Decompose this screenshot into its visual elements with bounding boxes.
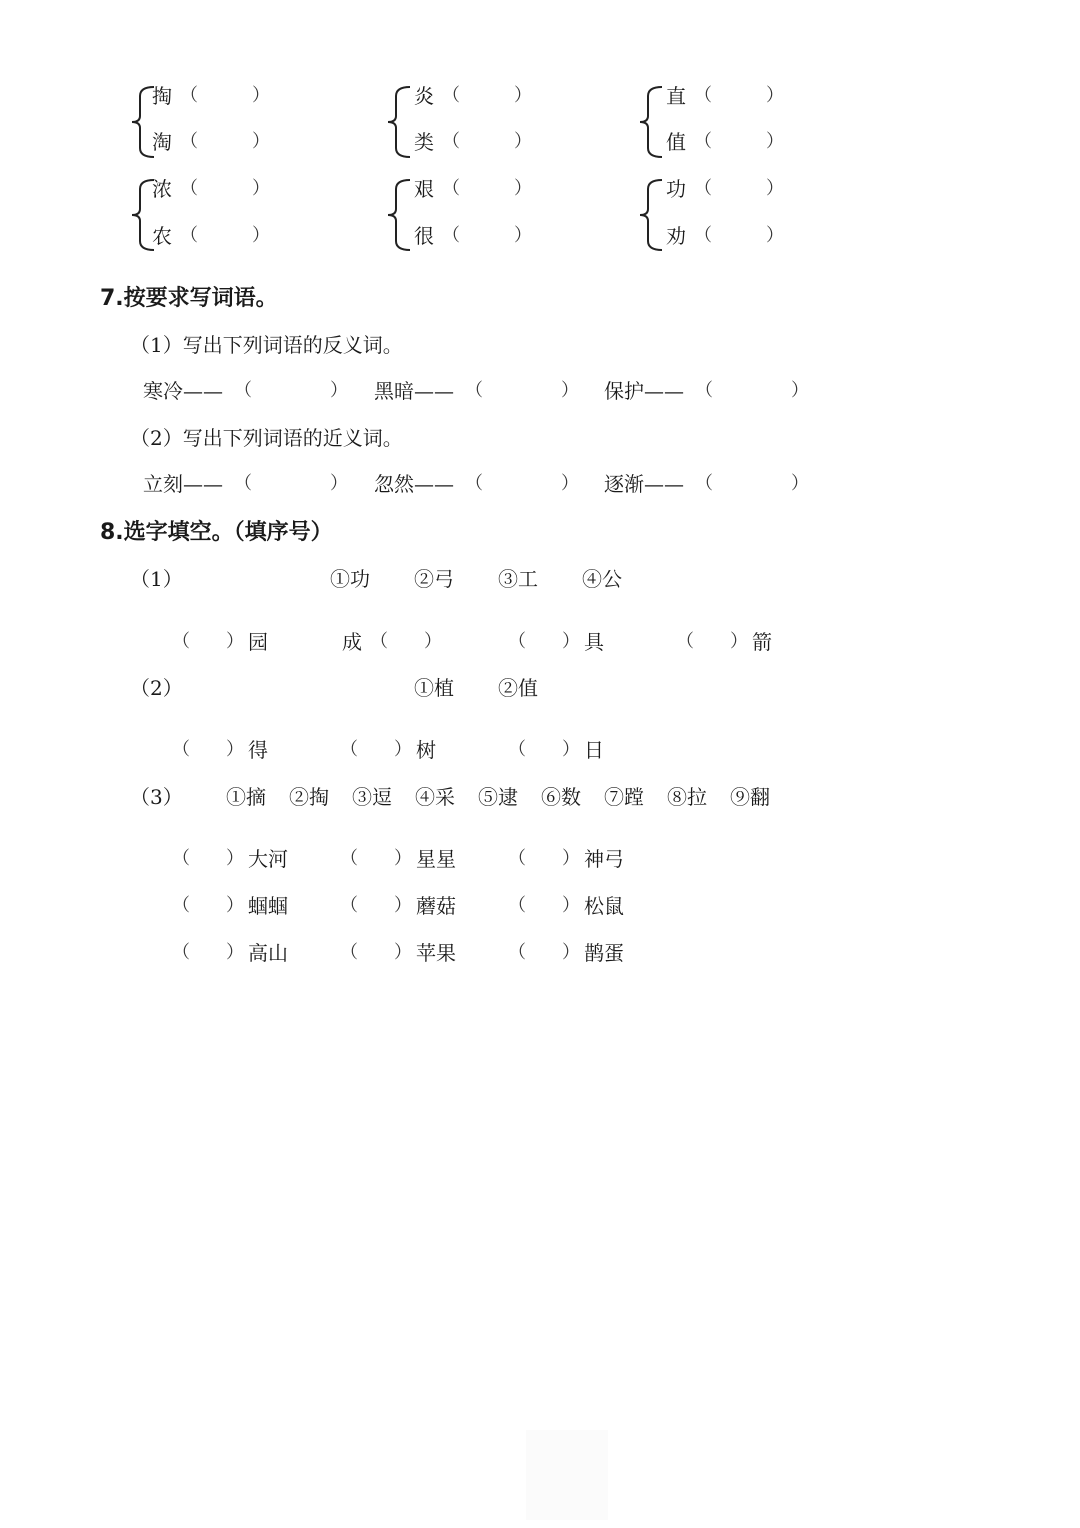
answer-blank-close: ） bbox=[766, 225, 784, 246]
option-item: ④采 bbox=[415, 785, 455, 809]
question-prompt: （1）写出下列词语的反义词。 bbox=[130, 333, 403, 357]
word-item: 立刻—— bbox=[143, 472, 223, 496]
char-item: 类 bbox=[414, 130, 434, 154]
char-item: 劝 bbox=[666, 224, 686, 248]
question-prompt: （2）写出下列词语的近义词。 bbox=[130, 426, 403, 450]
answer-blank-close: ） bbox=[562, 895, 580, 916]
answer-blank-close: ） bbox=[394, 739, 412, 760]
answer-blank-close: ） bbox=[730, 631, 748, 652]
blank-word: 具 bbox=[584, 630, 604, 654]
answer-blank-open[interactable]: （ bbox=[465, 380, 483, 401]
answer-blank-close: ） bbox=[562, 631, 580, 652]
answer-blank-open[interactable]: （ bbox=[340, 739, 358, 760]
answer-blank-close: ） bbox=[394, 895, 412, 916]
answer-blank-open[interactable]: （ bbox=[694, 178, 712, 199]
blank-word: 神弓 bbox=[584, 847, 624, 871]
question-label: （2） bbox=[130, 676, 183, 700]
answer-blank-open[interactable]: （ bbox=[340, 942, 358, 963]
answer-blank-open[interactable]: （ bbox=[172, 942, 190, 963]
answer-blank-close: ） bbox=[561, 473, 579, 494]
option-item: ②掏 bbox=[289, 785, 329, 809]
answer-blank-open[interactable]: （ bbox=[234, 380, 252, 401]
option-item: ③工 bbox=[498, 567, 538, 591]
answer-blank-close: ） bbox=[791, 473, 809, 494]
answer-blank-close: ） bbox=[514, 178, 532, 199]
word-item: 黑暗—— bbox=[374, 379, 454, 403]
brace-icon bbox=[636, 177, 666, 253]
word-item: 寒冷—— bbox=[143, 379, 223, 403]
blank-word: 园 bbox=[248, 630, 268, 654]
answer-blank-open[interactable]: （ bbox=[442, 85, 460, 106]
answer-blank-open[interactable]: （ bbox=[340, 848, 358, 869]
char-item: 农 bbox=[152, 224, 172, 248]
blank-word: 星星 bbox=[416, 847, 456, 871]
blank-word: 蘑菇 bbox=[416, 894, 456, 918]
answer-blank-close: ） bbox=[252, 178, 270, 199]
answer-blank-open[interactable]: （ bbox=[694, 225, 712, 246]
char-item: 直 bbox=[666, 84, 686, 108]
answer-blank-close: ） bbox=[514, 225, 532, 246]
answer-blank-open[interactable]: （ bbox=[180, 225, 198, 246]
blank-word: 苹果 bbox=[416, 941, 456, 965]
char-item: 淘 bbox=[152, 130, 172, 154]
page-footer-mark bbox=[526, 1430, 608, 1520]
answer-blank-open[interactable]: （ bbox=[695, 473, 713, 494]
option-item: ②值 bbox=[498, 676, 538, 700]
answer-blank-open[interactable]: （ bbox=[694, 85, 712, 106]
option-item: ③逗 bbox=[352, 785, 392, 809]
answer-blank-close: ） bbox=[330, 380, 348, 401]
word-item: 忽然—— bbox=[374, 472, 454, 496]
question-label: （1） bbox=[130, 567, 183, 591]
answer-blank-close: ） bbox=[394, 942, 412, 963]
question-label: （3） bbox=[130, 785, 183, 809]
answer-blank-close: ） bbox=[226, 739, 244, 760]
answer-blank-close: ） bbox=[252, 85, 270, 106]
answer-blank-open[interactable]: （ bbox=[508, 848, 526, 869]
blank-word: 树 bbox=[416, 738, 436, 762]
answer-blank-open[interactable]: （ bbox=[508, 739, 526, 760]
answer-blank-open[interactable]: （ bbox=[676, 631, 694, 652]
char-item: 值 bbox=[666, 130, 686, 154]
blank-word: 日 bbox=[584, 738, 604, 762]
answer-blank-open[interactable]: （ bbox=[172, 895, 190, 916]
answer-blank-close: ） bbox=[252, 225, 270, 246]
brace-icon bbox=[384, 84, 414, 160]
answer-blank-close: ） bbox=[791, 380, 809, 401]
answer-blank-open[interactable]: （ bbox=[442, 131, 460, 152]
answer-blank-close: ） bbox=[562, 739, 580, 760]
blank-word: 高山 bbox=[248, 941, 288, 965]
option-item: ④公 bbox=[582, 567, 622, 591]
brace-icon bbox=[636, 84, 666, 160]
answer-blank-close: ） bbox=[424, 631, 442, 652]
answer-blank-close: ） bbox=[226, 848, 244, 869]
answer-blank-close: ） bbox=[562, 942, 580, 963]
answer-blank-open[interactable]: （ bbox=[695, 380, 713, 401]
answer-blank-open[interactable]: （ bbox=[508, 631, 526, 652]
blank-word: 大河 bbox=[248, 847, 288, 871]
answer-blank-open[interactable]: （ bbox=[465, 473, 483, 494]
answer-blank-open[interactable]: （ bbox=[508, 942, 526, 963]
char-item: 很 bbox=[414, 224, 434, 248]
answer-blank-close: ） bbox=[330, 473, 348, 494]
answer-blank-close: ） bbox=[766, 131, 784, 152]
blank-word: 松鼠 bbox=[584, 894, 624, 918]
option-item: ①功 bbox=[330, 567, 370, 591]
char-item: 艰 bbox=[414, 177, 434, 201]
option-item: ①植 bbox=[414, 676, 454, 700]
word-item: 保护—— bbox=[604, 379, 684, 403]
char-item: 掏 bbox=[152, 84, 172, 108]
option-item: ②弓 bbox=[414, 567, 454, 591]
option-item: ①摘 bbox=[226, 785, 266, 809]
answer-blank-open[interactable]: （ bbox=[172, 631, 190, 652]
section-title: 8.选字填空。（填序号） bbox=[100, 520, 333, 545]
blank-word: 鹊蛋 bbox=[584, 941, 624, 965]
blank-word: 成 bbox=[342, 630, 362, 654]
answer-blank-open[interactable]: （ bbox=[442, 225, 460, 246]
option-item: ⑧拉 bbox=[667, 785, 707, 809]
answer-blank-open[interactable]: （ bbox=[694, 131, 712, 152]
option-item: ⑤逮 bbox=[478, 785, 518, 809]
blank-word: 蝈蝈 bbox=[248, 894, 288, 918]
answer-blank-open[interactable]: （ bbox=[180, 178, 198, 199]
answer-blank-close: ） bbox=[252, 131, 270, 152]
answer-blank-open[interactable]: （ bbox=[234, 473, 252, 494]
answer-blank-close: ） bbox=[514, 131, 532, 152]
answer-blank-open[interactable]: （ bbox=[180, 131, 198, 152]
answer-blank-close: ） bbox=[514, 85, 532, 106]
answer-blank-close: ） bbox=[562, 848, 580, 869]
blank-word: 得 bbox=[248, 738, 268, 762]
answer-blank-open[interactable]: （ bbox=[508, 895, 526, 916]
answer-blank-open[interactable]: （ bbox=[442, 178, 460, 199]
answer-blank-open[interactable]: （ bbox=[172, 848, 190, 869]
answer-blank-close: ） bbox=[226, 942, 244, 963]
brace-icon bbox=[384, 177, 414, 253]
answer-blank-open[interactable]: （ bbox=[340, 895, 358, 916]
answer-blank-close: ） bbox=[226, 631, 244, 652]
answer-blank-close: ） bbox=[226, 895, 244, 916]
char-item: 炎 bbox=[414, 84, 434, 108]
answer-blank-close: ） bbox=[394, 848, 412, 869]
answer-blank-close: ） bbox=[561, 380, 579, 401]
answer-blank-open[interactable]: （ bbox=[172, 739, 190, 760]
char-item: 浓 bbox=[152, 177, 172, 201]
answer-blank-close: ） bbox=[766, 178, 784, 199]
word-item: 逐渐—— bbox=[604, 472, 684, 496]
option-item: ⑨翻 bbox=[730, 785, 770, 809]
answer-blank-open[interactable]: （ bbox=[180, 85, 198, 106]
char-item: 功 bbox=[666, 177, 686, 201]
option-item: ⑥数 bbox=[541, 785, 581, 809]
option-item: ⑦蹚 bbox=[604, 785, 644, 809]
section-title: 7.按要求写词语。 bbox=[100, 286, 278, 311]
blank-word: 箭 bbox=[752, 630, 772, 654]
answer-blank-close: ） bbox=[766, 85, 784, 106]
answer-blank-open[interactable]: （ bbox=[370, 631, 388, 652]
